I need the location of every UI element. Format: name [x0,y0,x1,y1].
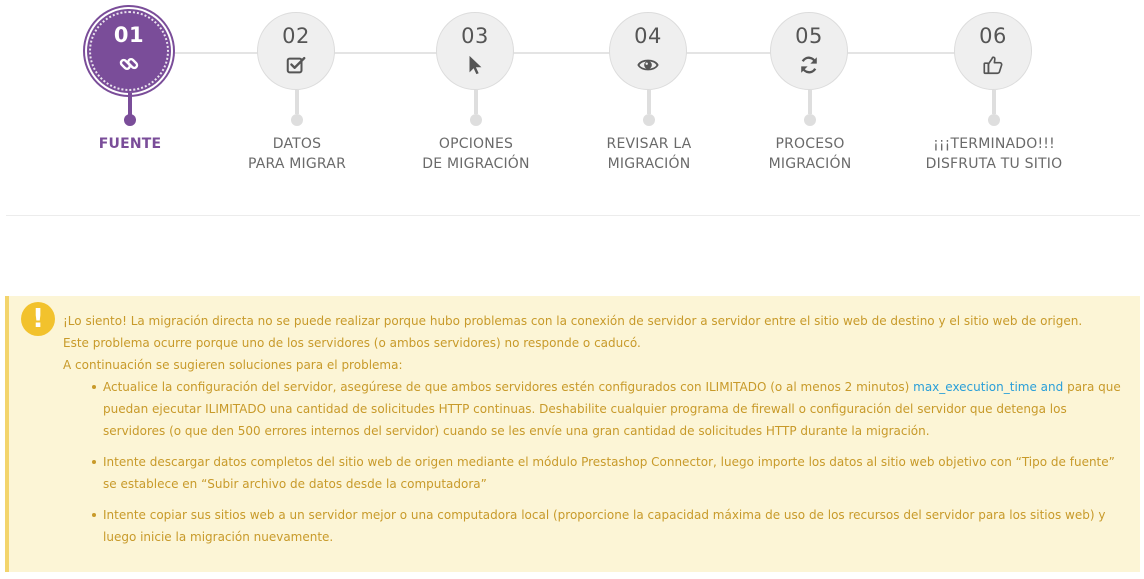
solution-item: Intente copiar sus sitios web a un servidor mejor o una computadora local (proporcione la capacidad máxima de uso de los recursos del servidor para los sitios web) y luego inicie la migración nuevamente. [103,504,1126,548]
section-divider [6,215,1140,216]
step-label: DATOS PARA MIGRAR [247,136,347,172]
step-stem [474,90,478,114]
step-stem [808,90,812,114]
step-label: FUENTE [98,136,162,152]
step-circle[interactable] [954,12,1032,90]
step-label: REVISAR LA MIGRACIÓN [606,136,692,172]
migration-wizard-steps [0,0,1144,216]
step-circle[interactable] [257,12,335,90]
step-stem [647,90,651,114]
warning-exclamation-icon: ! [21,302,55,336]
step-stem [295,90,299,114]
step-number: 05 [795,24,823,48]
warning-line-1: ¡Lo siento! La migración directa no se puede realizar porque hubo problemas con la conexión de servidor a servidor entre el sitio web de destino y el sitio web de origen. [63,314,1083,328]
checkbox-icon [285,54,307,76]
step-number: 03 [461,24,489,48]
step-dot [124,114,136,126]
step-number: 04 [634,24,662,48]
eye-icon [637,54,659,76]
step-label: ¡¡¡TERMINADO!!! DISFRUTA TU SITIO [925,136,1063,172]
step-dot [291,114,303,126]
step-circle[interactable] [609,12,687,90]
step-stem [992,90,996,114]
thumbs-up-icon [982,54,1004,76]
refresh-icon [798,54,820,76]
step-circle[interactable] [770,12,848,90]
warning-message [63,310,1126,557]
cursor-icon [464,54,486,76]
solution-item: Actualice la configuración del servidor, asegúrese de que ambos servidores estén configurados con ILIMITADO (o al menos 2 minutos) max_execution_time and para que puedan ejecutar ILIMITADO una cantidad de solicitudes HTTP continuas. Deshabilite cualquier programa de firewall o configuración del servidor que detenga los servidores (o que den 500 errores internos del servidor) cuando se les envíe una gran cantidad de solicitudes HTTP durante la migración. [103,376,1126,442]
step-dot [804,114,816,126]
link-icon [118,53,140,75]
warning-alert [5,296,1140,572]
step-circle[interactable] [87,9,171,93]
step-number: 02 [282,24,310,48]
step-dot [988,114,1000,126]
solution-item: Intente descargar datos completos del sitio web de origen mediante el módulo Prestashop Connector, luego importe los datos al sitio web objetivo con “Tipo de fuente” se establece en “Subir archivo de datos desde la computadora” [103,451,1126,495]
max-execution-time-link[interactable]: max_execution_time and [913,380,1064,394]
solutions-list [63,376,1126,548]
warning-line-3: A continuación se sugieren soluciones para el problema: [63,358,403,372]
step-circle[interactable] [436,12,514,90]
warning-line-2: Este problema ocurre porque uno de los servidores (o ambos servidores) no responde o caducó. [63,336,641,350]
step-label: PROCESO MIGRACIÓN [768,136,852,172]
step-dot [470,114,482,126]
step-number: 06 [979,24,1007,48]
step-number: 01 [113,23,145,47]
step-stem [128,93,132,115]
step-dot [643,114,655,126]
step-label: OPCIONES DE MIGRACIÓN [422,136,530,172]
